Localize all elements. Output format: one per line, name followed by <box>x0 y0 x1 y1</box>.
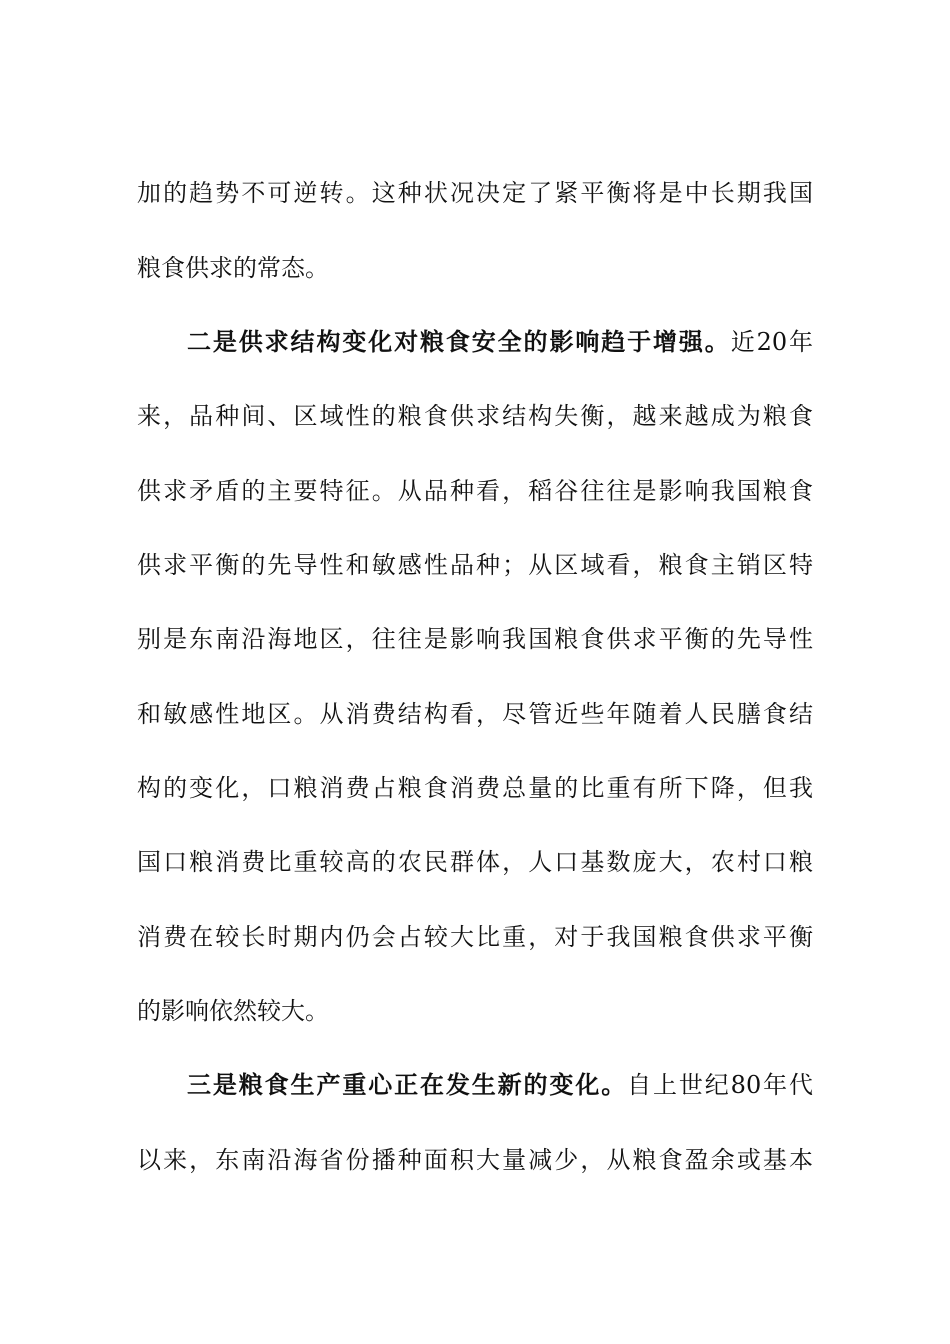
paragraph-2-line-4: 供求平衡的先导性和敏感性品种；从区域看，粮食主销区特 <box>137 551 813 579</box>
paragraph-3-first-line <box>187 1065 813 1105</box>
paragraph-2-line-7: 构的变化，口粮消费占粮食消费总量的比重有所下降，但我 <box>137 774 813 802</box>
paragraph-2-first-line <box>187 322 813 362</box>
paragraph-2-first-line-text: 近20年 <box>730 328 814 356</box>
paragraph-2-line-10: 的影响依然较大。 <box>137 997 329 1025</box>
paragraph-2-line-3: 供求矛盾的主要特征。从品种看，稻谷往往是影响我国粮食 <box>137 477 813 505</box>
paragraph-1-line-2: 粮食供求的常态。 <box>137 254 329 282</box>
paragraph-3-first-line-text: 自上世纪80年代 <box>627 1071 813 1099</box>
paragraph-2-line-2: 来，品种间、区域性的粮食供求结构失衡，越来越成为粮食 <box>137 402 813 430</box>
paragraph-3-line-2: 以来，东南沿海省份播种面积大量减少，从粮食盈余或基本 <box>137 1146 813 1174</box>
paragraph-2-line-6: 和敏感性地区。从消费结构看，尽管近些年随着人民膳食结 <box>137 700 813 728</box>
paragraph-2-line-5: 别是东南沿海地区，往往是影响我国粮食供求平衡的先导性 <box>137 625 813 653</box>
paragraph-2-line-9: 消费在较长时期内仍会占较大比重，对于我国粮食供求平衡 <box>137 923 813 951</box>
paragraph-2-heading: 二是供求结构变化对粮食安全的影响趋于增强。 <box>187 327 731 356</box>
paragraph-1-line-1: 加的趋势不可逆转。这种状况决定了紧平衡将是中长期我国 <box>137 179 813 207</box>
paragraph-2-line-8: 国口粮消费比重较高的农民群体，人口基数庞大，农村口粮 <box>137 848 813 876</box>
paragraph-3-heading: 三是粮食生产重心正在发生新的变化。 <box>187 1070 628 1099</box>
